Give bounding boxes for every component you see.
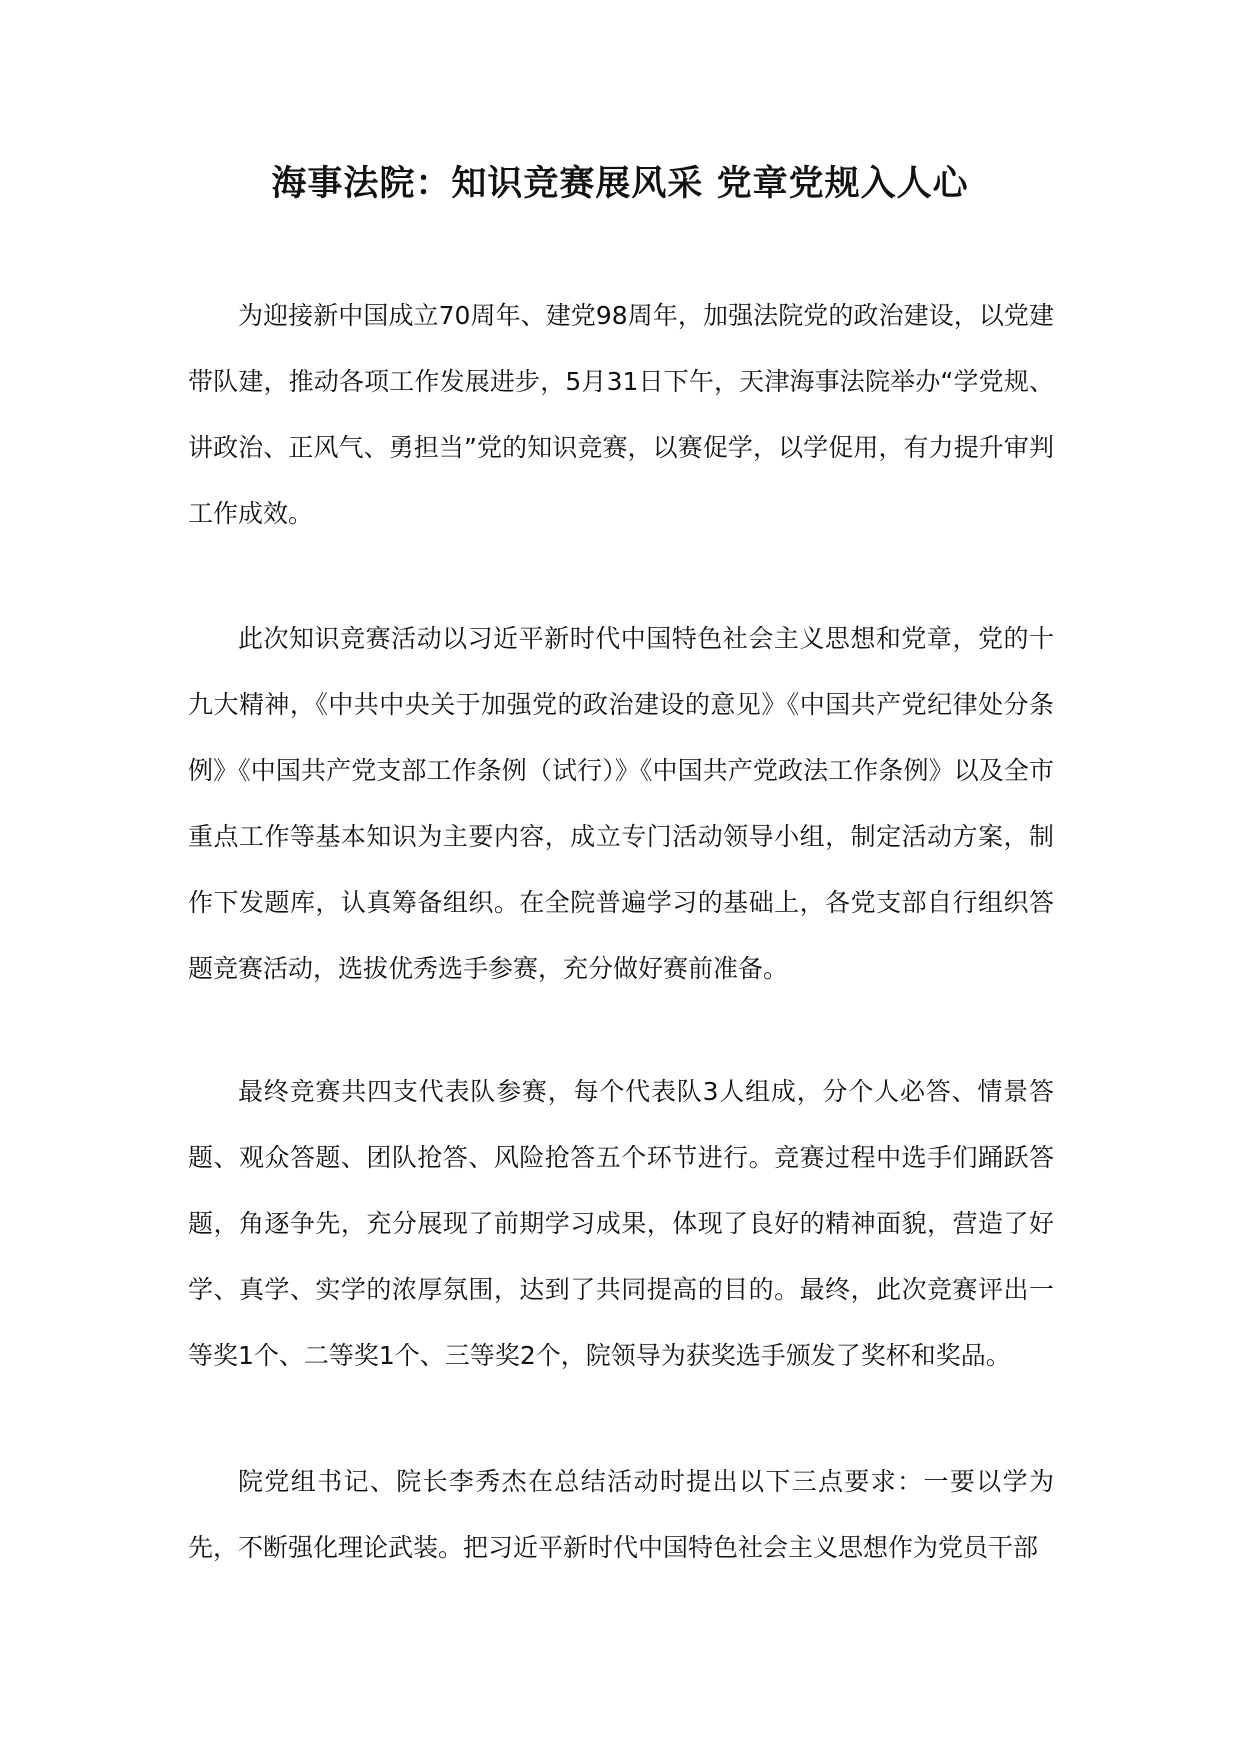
- paragraph-2: 此次知识竞赛活动以习近平新时代中国特色社会主义思想和党章，党的十九大精神，《中共中央关于加强党的政治建设的意见》《中国共产党纪律处分条例》《中国共产党支部工作条例（试行）》《中国共产党政法工作条例》以及全市重点工作等基本知识为主要内容，成立专门活动领导小组，制定活动方案，制作下发题库，认真筹备组织。在全院普遍学习的基础上，各党支部自行组织答题竞赛活动，选拔优秀选手参赛，充分做好赛前准备。: [188, 624, 1054, 983]
- paragraph-1: 为迎接新中国成立70周年、建党98周年，加强法院党的政治建设，以党建带队建，推动各项工作发展进步，5月31日下午，天津海事法院举办“学党规、讲政治、正风气、勇担当”党的知识竞赛，以赛促学，以学促用，有力提升审判工作成效。: [188, 301, 1054, 528]
- paragraph-3: 最终竞赛共四支代表队参赛，每个代表队3人组成，分个人必答、情景答题、观众答题、团队抢答、风险抢答五个环节进行。竞赛过程中选手们踊跃答题，角逐争先，充分展现了前期学习成果，体现了良好的精神面貌，营造了好学、真学、实学的浓厚氛围，达到了共同提高的目的。最终，此次竞赛评出一等奖1个、二等奖1个、三等奖2个，院领导为获奖选手颁发了奖杯和奖品。: [188, 1077, 1054, 1370]
- paragraph-4: 院党组书记、院长李秀杰在总结活动时提出以下三点要求：一要以学为先，不断强化理论武装。把习近平新时代中国特色社会主义思想作为党员干部: [188, 1467, 1054, 1562]
- document-title: 海事法院：知识竞赛展风采 党章党规入人心: [271, 164, 969, 204]
